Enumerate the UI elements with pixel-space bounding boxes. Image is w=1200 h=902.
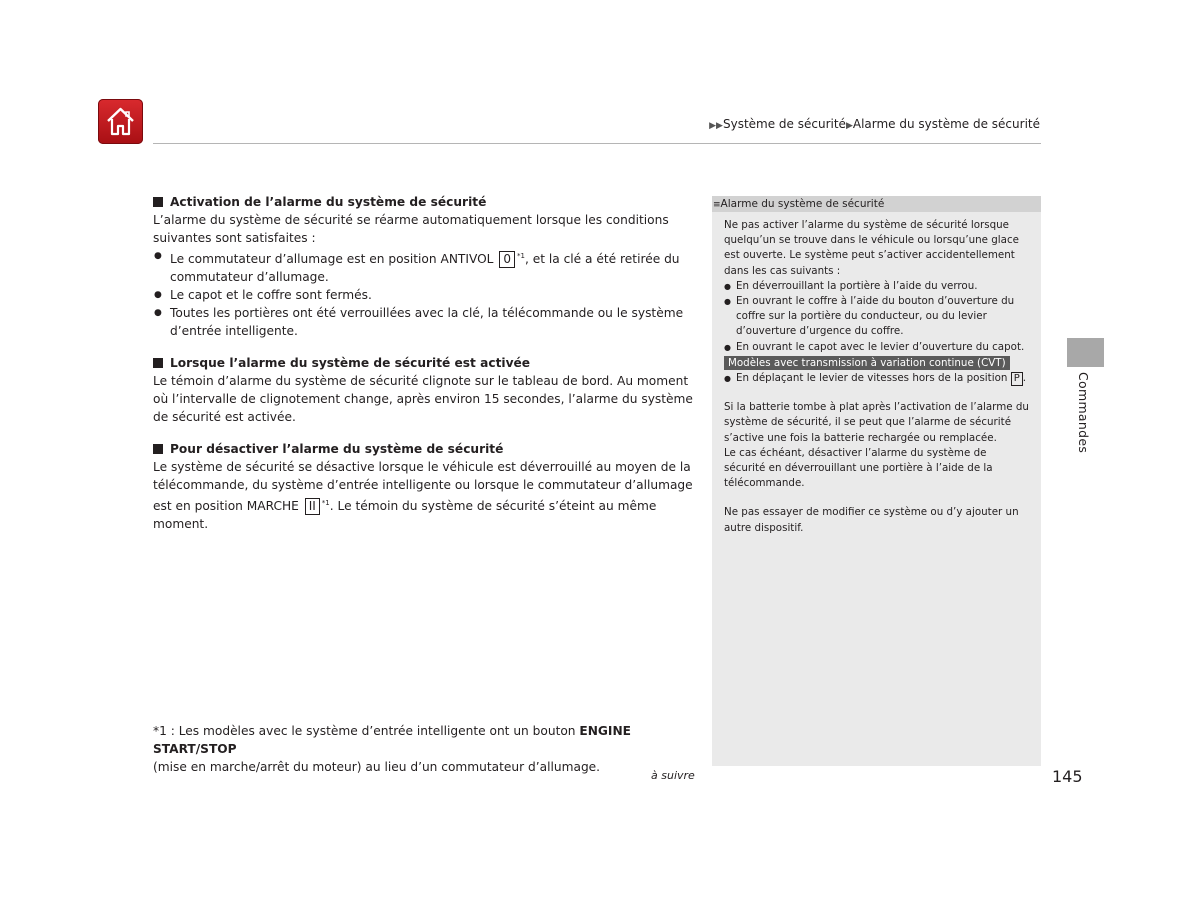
page-number: 145 xyxy=(1052,767,1083,786)
footnote-ref: *1 xyxy=(321,499,330,507)
sidebar-note xyxy=(712,196,1041,766)
reference-arrow-icon: ≡ xyxy=(713,200,721,210)
sidebar-title: ≡Alarme du système de sécurité xyxy=(712,196,1041,212)
ignition-key-II: II xyxy=(305,498,320,515)
sidebar-paragraph: Ne pas activer l’alarme du système de sécurité lorsque quelqu’un se trouve dans le véhicule ou lorsqu’une glace est ouverte. Le système peut s’activer accidentellement dans les cas suivants : xyxy=(724,219,1019,277)
ignition-key-0: 0 xyxy=(499,251,515,268)
list-item: ● Toutes les portières ont été verrouillées avec la clé, la télécommande ou le système d’entrée intelligente. xyxy=(153,304,695,340)
sidebar-list-item: ● En ouvrant le coffre à l’aide du bouton d’ouverture du coffre sur la portière du conducteur, ou du levier d’ouverture d’urgence du coffre. xyxy=(724,294,1029,340)
model-label: Modèles avec transmission à variation continue (CVT) xyxy=(724,356,1010,370)
square-bullet-icon xyxy=(153,444,163,454)
footnote-ref: *1 xyxy=(517,252,525,260)
sidebar-list xyxy=(724,371,1029,386)
gear-key-p: P xyxy=(1011,372,1023,386)
paragraph: L’alarme du système de sécurité se réarme automatiquement lorsque les conditions suivantes sont satisfaites : xyxy=(153,213,669,245)
breadcrumb-item[interactable]: Système de sécurité xyxy=(722,117,846,131)
section-activated xyxy=(153,354,695,426)
footnote: *1 : Les modèles avec le système d’entrée intelligente ont un bouton ENGINE START/STOP (mise en marche/arrêt du moteur) au lieu d’un commutateur d’allumage. xyxy=(153,724,631,774)
list-item: ● Le capot et le coffre sont fermés. xyxy=(153,286,695,304)
list-item: ● Le commutateur d’allumage est en position ANTIVOL 0 $^{*1}$, et la clé a été retirée du commutateur d’allumage. xyxy=(153,247,695,286)
main-content xyxy=(153,193,695,547)
continued-label: à suivre xyxy=(651,769,695,782)
section-activation xyxy=(153,193,695,340)
sidebar-paragraph: Ne pas essayer de modifier ce système ou d’y ajouter un autre dispositif. xyxy=(724,506,1019,534)
square-bullet-icon xyxy=(153,197,163,207)
engine-start-stop-label: ENGINE START/STOP xyxy=(153,724,631,756)
chapter-tab[interactable] xyxy=(1067,338,1104,367)
home-button[interactable] xyxy=(98,99,143,144)
section-heading: Activation de l’alarme du système de sécurité xyxy=(153,193,695,211)
square-bullet-icon xyxy=(153,358,163,368)
section-heading: Pour désactiver l’alarme du système de sécurité xyxy=(153,440,695,458)
sidebar-paragraph: Si la batterie tombe à plat après l’activation de l’alarme du système de sécurité, il se peut que l’alarme de sécurité s’active une fois la batterie rechargée ou remplacée. xyxy=(724,401,1029,444)
triangle-right-icon: ▶ xyxy=(845,121,853,131)
sidebar-list-item: ● En déplaçant le levier de vitesses hors de la position P . xyxy=(724,371,1029,386)
paragraph: Le système de sécurité se désactive lorsque le véhicule est déverrouillé au moyen de la télécommande, du système d’entrée intelligente ou lorsque le commutateur d’allumage est en position MARCHE II $^{*1}$. Le témoin du système de sécurité s’éteint au même moment. xyxy=(153,460,693,531)
sidebar-list-item: ● En ouvrant le capot avec le levier d’ouverture du capot. xyxy=(724,340,1029,355)
sidebar-list xyxy=(724,279,1029,355)
chapter-label[interactable]: Commandes xyxy=(1076,372,1091,454)
sidebar-list-item: ● En déverrouillant la portière à l’aide du verrou. xyxy=(724,279,1029,294)
section-deactivate xyxy=(153,440,695,533)
breadcrumb xyxy=(709,117,1040,131)
sidebar-paragraph: Le cas échéant, désactiver l’alarme du système de sécurité en déverrouillant une portière à l’aide de la télécommande. xyxy=(724,446,993,490)
triangle-right-icon: ▶▶ xyxy=(709,121,723,131)
header-divider xyxy=(153,143,1041,144)
condition-list xyxy=(153,247,695,340)
section-heading: Lorsque l’alarme du système de sécurité est activée xyxy=(153,354,695,372)
paragraph: Le témoin d’alarme du système de sécurité clignote sur le tableau de bord. Au moment où l’intervalle de clignotement change, après environ 15 secondes, l’alarme du système de sécurité est activée. xyxy=(153,374,693,424)
breadcrumb-item[interactable]: Alarme du système de sécurité xyxy=(852,117,1040,131)
home-icon xyxy=(104,105,137,138)
